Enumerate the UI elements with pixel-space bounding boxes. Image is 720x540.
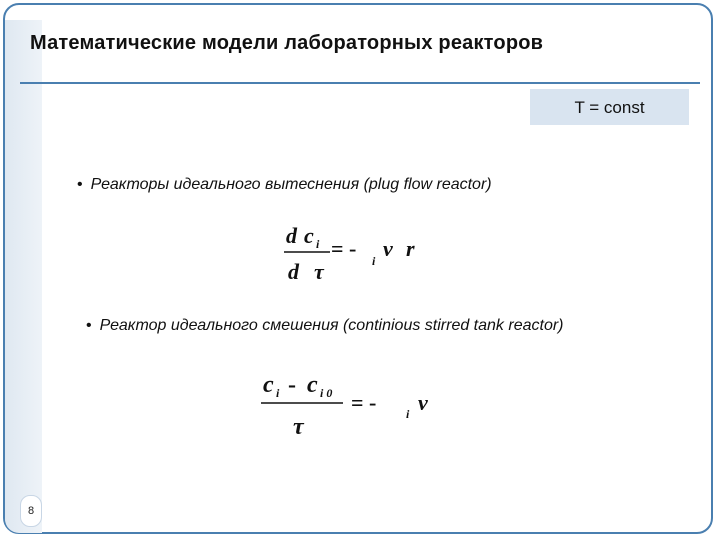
eq1-num-c: c (304, 223, 314, 248)
bullet-dot: • (86, 317, 92, 334)
eq1-rhs-sub: i (372, 254, 376, 268)
eq2-den-tau: τ (293, 414, 304, 440)
eq2-equals-minus: = - (351, 390, 377, 415)
eq1-rhs-r: r (406, 236, 415, 261)
page-number: 8 (20, 495, 42, 527)
eq2-rhs-sub: i (406, 407, 410, 421)
eq2-rhs-v: v (418, 390, 428, 415)
equation-plug-flow (276, 218, 436, 288)
title-divider (20, 82, 700, 84)
condition-text: T = const (574, 98, 645, 117)
eq2-c2: c (307, 372, 318, 398)
slide-side-bar (5, 20, 42, 533)
condition-box (530, 89, 689, 125)
eq1-num-sub: i (316, 237, 320, 251)
bullet-cstr (86, 317, 564, 335)
eq2-c1: c (263, 372, 274, 398)
bullet-text-plug-flow: Реакторы идеального вытеснения (plug flow reactor) (90, 176, 492, 193)
eq1-rhs-v: v (383, 236, 393, 261)
bullet-plug-flow (77, 176, 492, 194)
eq2-minus: - (288, 372, 296, 398)
eq1-num-d: d (286, 223, 297, 248)
bullet-text-cstr: Реактор идеального смешения (continious stirred tank reactor) (99, 317, 564, 334)
eq1-den-tau: τ (314, 259, 324, 284)
eq2-c2-sub: i 0 (320, 386, 333, 400)
eq1-den-d: d (288, 259, 299, 284)
bullet-dot: • (77, 176, 83, 193)
eq2-c1-sub: i (276, 386, 280, 400)
equation-cstr (255, 368, 455, 443)
eq1-equals-minus: = - (331, 236, 357, 261)
slide-title: Математические модели лабораторных реакторов (30, 32, 544, 54)
